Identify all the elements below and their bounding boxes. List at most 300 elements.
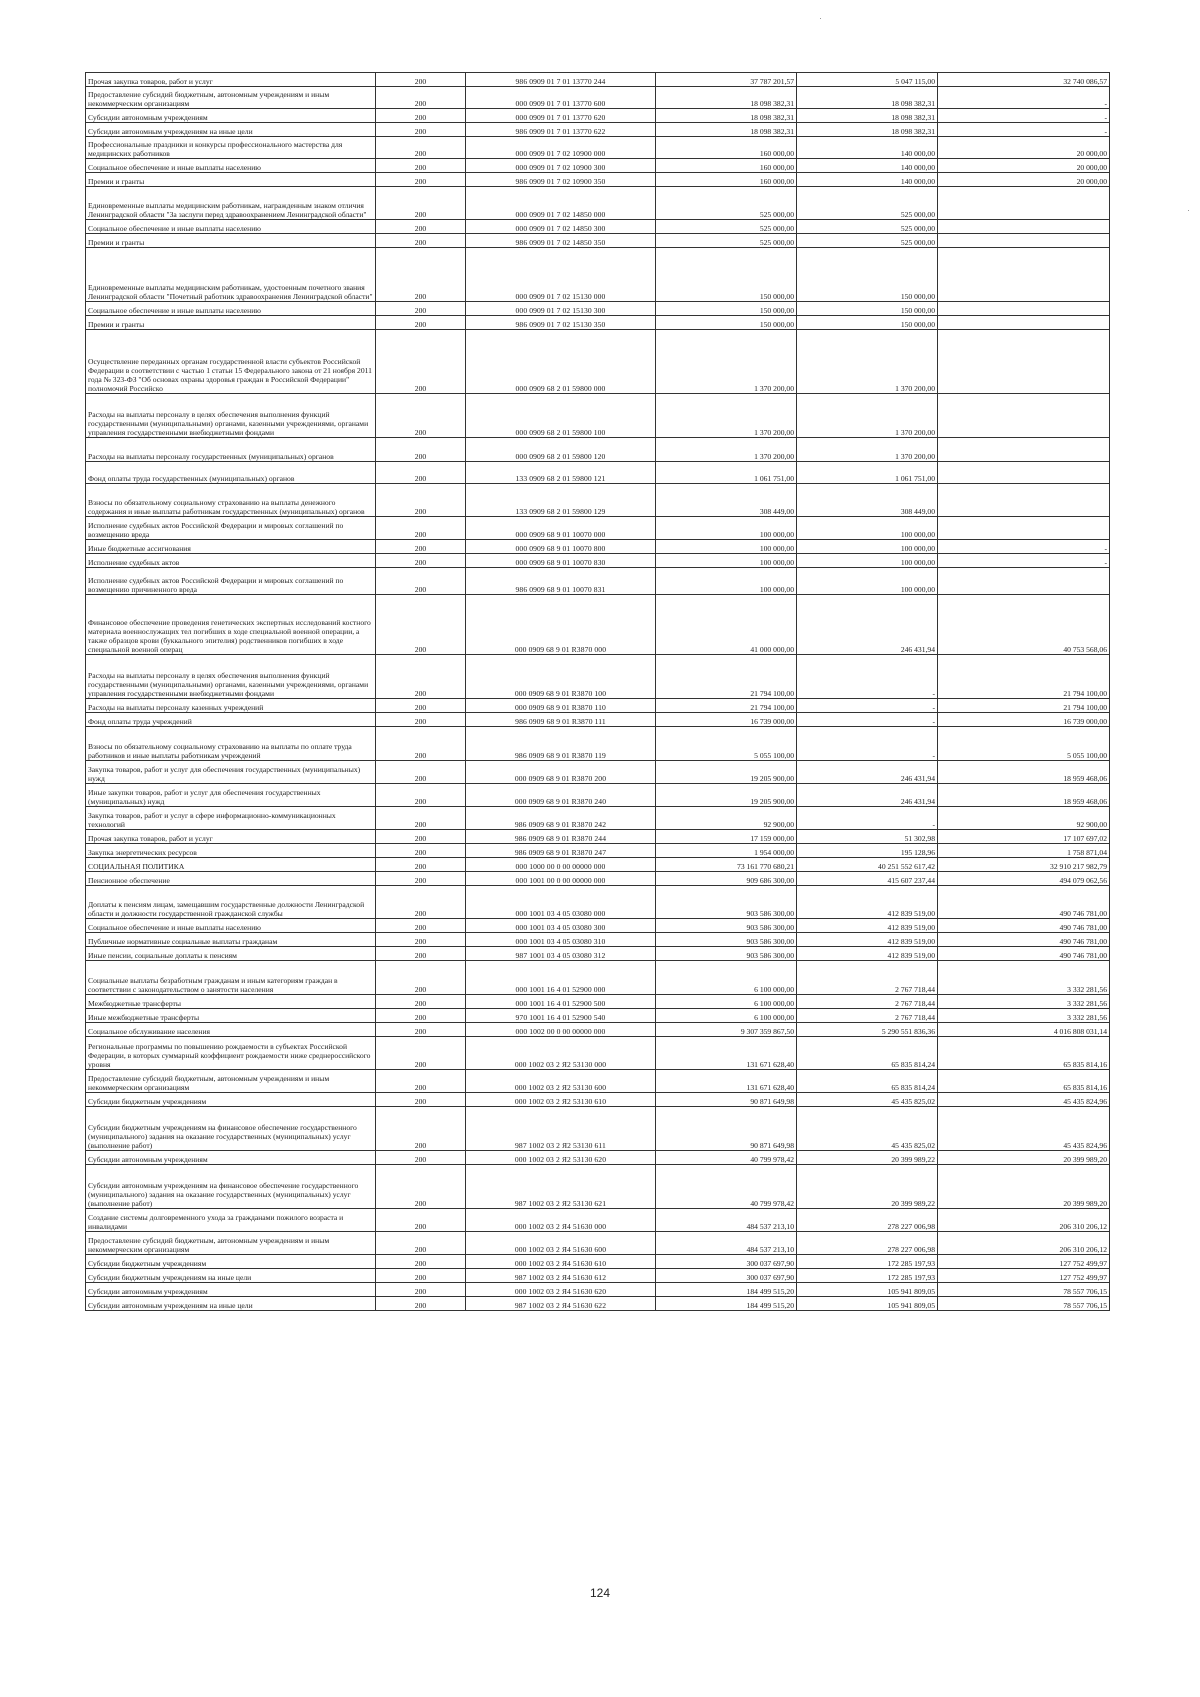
row-executed-amount-cell: 525 000,00 — [797, 234, 938, 248]
row-line-code-cell: 200 — [376, 1037, 466, 1070]
row-unexecuted-amount-cell: 78 557 706,15 — [938, 1283, 1110, 1297]
row-budget-classification-code-cell: 000 0909 68 9 01 R3870 240 — [466, 784, 656, 807]
row-approved-amount-cell: 903 586 300,00 — [656, 886, 797, 919]
row-name-cell: Субсидии бюджетным учреждениям — [86, 1255, 376, 1269]
row-budget-classification-code-cell: 986 0909 68 9 01 R3870 242 — [466, 807, 656, 830]
row-unexecuted-amount-cell: - — [938, 109, 1110, 123]
row-executed-amount-cell: 100 000,00 — [797, 568, 938, 595]
row-executed-amount-cell: 18 098 382,31 — [797, 109, 938, 123]
row-name-cell: Предоставление субсидий бюджетным, автономным учреждениям и иным некоммерческим организациям — [86, 1232, 376, 1255]
row-approved-amount-cell: 5 055 100,00 — [656, 727, 797, 761]
row-approved-amount-cell: 16 739 000,00 — [656, 713, 797, 727]
row-approved-amount-cell: 17 159 000,00 — [656, 830, 797, 844]
row-line-code-cell: 200 — [376, 699, 466, 713]
row-approved-amount-cell: 6 100 000,00 — [656, 961, 797, 995]
row-line-code-cell: 200 — [376, 73, 466, 87]
row-budget-classification-code-cell: 133 0909 68 2 01 59800 129 — [466, 484, 656, 517]
row-approved-amount-cell: 19 205 900,00 — [656, 761, 797, 784]
row-line-code-cell: 200 — [376, 234, 466, 248]
row-unexecuted-amount-cell: - — [938, 123, 1110, 137]
row-name-cell: Публичные нормативные социальные выплаты гражданам — [86, 933, 376, 947]
row-executed-amount-cell: 172 285 197,93 — [797, 1269, 938, 1283]
row-executed-amount-cell: 5 047 115,00 — [797, 73, 938, 87]
table-row — [86, 947, 1110, 961]
row-line-code-cell: 200 — [376, 137, 466, 159]
row-approved-amount-cell: 160 000,00 — [656, 137, 797, 159]
row-name-cell: Расходы на выплаты персоналу в целях обеспечения выполнения функций государственными (муниципальными) органами, казенными учреждениями, органами управления государственными внебюджетными фондами — [86, 655, 376, 699]
row-budget-classification-code-cell: 000 0909 68 2 01 59800 120 — [466, 438, 656, 462]
row-approved-amount-cell: 40 799 978,42 — [656, 1151, 797, 1165]
row-unexecuted-amount-cell: 494 079 062,56 — [938, 872, 1110, 886]
row-name-cell: Создание системы долговременного ухода за гражданами пожилого возраста и инвалидами — [86, 1209, 376, 1232]
table-row — [86, 554, 1110, 568]
row-unexecuted-amount-cell: 18 959 468,06 — [938, 761, 1110, 784]
row-executed-amount-cell: 65 835 814,24 — [797, 1037, 938, 1070]
row-budget-classification-code-cell: 000 1002 03 2 Я2 53130 000 — [466, 1037, 656, 1070]
row-line-code-cell: 200 — [376, 554, 466, 568]
row-approved-amount-cell: 18 098 382,31 — [656, 123, 797, 137]
table-row — [86, 109, 1110, 123]
row-budget-classification-code-cell: 986 0909 68 9 01 10070 831 — [466, 568, 656, 595]
table-row — [86, 1107, 1110, 1151]
row-executed-amount-cell: 1 370 200,00 — [797, 330, 938, 394]
row-name-cell: Финансовое обеспечение проведения генетических экспертных исследований костного материала военнослужащих тел погибших в ходе специальной военной операции, а также образцов крови (буккального эпителия) родственников погибших в ходе специальной военной операц — [86, 595, 376, 655]
table-row — [86, 187, 1110, 220]
row-executed-amount-cell: 100 000,00 — [797, 517, 938, 540]
row-line-code-cell: 200 — [376, 109, 466, 123]
table-row — [86, 159, 1110, 173]
row-budget-classification-code-cell: 000 1002 03 2 Я2 53130 620 — [466, 1151, 656, 1165]
row-approved-amount-cell: 100 000,00 — [656, 540, 797, 554]
row-executed-amount-cell: 18 098 382,31 — [797, 123, 938, 137]
table-row — [86, 394, 1110, 438]
row-unexecuted-amount-cell: 65 835 814,16 — [938, 1037, 1110, 1070]
row-name-cell: Расходы на выплаты персоналу государственных (муниципальных) органов — [86, 438, 376, 462]
table-row — [86, 1009, 1110, 1023]
row-unexecuted-amount-cell: 3 332 281,56 — [938, 961, 1110, 995]
row-name-cell: Прочая закупка товаров, работ и услуг — [86, 830, 376, 844]
row-budget-classification-code-cell: 000 0909 68 9 01 10070 000 — [466, 517, 656, 540]
row-budget-classification-code-cell: 133 0909 68 2 01 59800 121 — [466, 462, 656, 484]
table-row — [86, 844, 1110, 858]
row-executed-amount-cell: - — [797, 713, 938, 727]
row-line-code-cell: 200 — [376, 1151, 466, 1165]
table-row — [86, 919, 1110, 933]
row-budget-classification-code-cell: 986 0909 01 7 02 10900 350 — [466, 173, 656, 187]
row-line-code-cell: 200 — [376, 87, 466, 109]
table-row — [86, 462, 1110, 484]
page-number: 124 — [589, 1586, 611, 1600]
row-approved-amount-cell: 484 537 213,10 — [656, 1232, 797, 1255]
row-executed-amount-cell: 140 000,00 — [797, 173, 938, 187]
row-approved-amount-cell: 41 000 000,00 — [656, 595, 797, 655]
table-row — [86, 87, 1110, 109]
row-unexecuted-amount-cell: 490 746 781,00 — [938, 947, 1110, 961]
row-approved-amount-cell: 21 794 100,00 — [656, 655, 797, 699]
row-approved-amount-cell: 150 000,00 — [656, 248, 797, 302]
row-budget-classification-code-cell: 986 0909 68 9 01 R3870 119 — [466, 727, 656, 761]
row-approved-amount-cell: 160 000,00 — [656, 159, 797, 173]
row-approved-amount-cell: 184 499 515,20 — [656, 1283, 797, 1297]
row-executed-amount-cell: 278 227 006,98 — [797, 1232, 938, 1255]
row-line-code-cell: 200 — [376, 727, 466, 761]
row-executed-amount-cell: 100 000,00 — [797, 554, 938, 568]
row-approved-amount-cell: 100 000,00 — [656, 554, 797, 568]
row-approved-amount-cell: 184 499 515,20 — [656, 1297, 797, 1311]
row-approved-amount-cell: 6 100 000,00 — [656, 1009, 797, 1023]
row-executed-amount-cell: 172 285 197,93 — [797, 1255, 938, 1269]
row-approved-amount-cell: 903 586 300,00 — [656, 933, 797, 947]
row-approved-amount-cell: 100 000,00 — [656, 517, 797, 540]
row-approved-amount-cell: 909 686 300,00 — [656, 872, 797, 886]
row-approved-amount-cell: 1 370 200,00 — [656, 330, 797, 394]
row-budget-classification-code-cell: 987 1002 03 2 Я4 51630 622 — [466, 1297, 656, 1311]
row-budget-classification-code-cell: 986 0909 68 9 01 R3870 111 — [466, 713, 656, 727]
table-row — [86, 886, 1110, 919]
table-row — [86, 517, 1110, 540]
row-approved-amount-cell: 1 061 751,00 — [656, 462, 797, 484]
row-name-cell: Доплаты к пенсиям лицам, замещавшим государственные должности Ленинградской области и должности государственной гражданской службы — [86, 886, 376, 919]
row-executed-amount-cell: 246 431,94 — [797, 595, 938, 655]
row-approved-amount-cell: 300 037 697,90 — [656, 1255, 797, 1269]
table-row — [86, 595, 1110, 655]
row-approved-amount-cell: 150 000,00 — [656, 302, 797, 316]
row-approved-amount-cell: 525 000,00 — [656, 234, 797, 248]
row-budget-classification-code-cell: 986 0909 68 9 01 R3870 247 — [466, 844, 656, 858]
table-row — [86, 137, 1110, 159]
table-row — [86, 727, 1110, 761]
table-row — [86, 1255, 1110, 1269]
row-unexecuted-amount-cell — [938, 187, 1110, 220]
row-unexecuted-amount-cell: 78 557 706,15 — [938, 1297, 1110, 1311]
row-budget-classification-code-cell: 000 0909 01 7 02 14850 300 — [466, 220, 656, 234]
row-budget-classification-code-cell: 000 0909 68 9 01 10070 830 — [466, 554, 656, 568]
row-name-cell: Осуществление переданных органам государственной власти субъектов Российской Федерации в соответствии с частью 1 статьи 15 Федерального закона от 21 ноября 2011 года № 323-ФЗ "Об основах охраны здоровья граждан в Российской Федерации" полномочий Российско — [86, 330, 376, 394]
row-approved-amount-cell: 525 000,00 — [656, 187, 797, 220]
row-approved-amount-cell: 19 205 900,00 — [656, 784, 797, 807]
row-executed-amount-cell: 20 399 989,22 — [797, 1151, 938, 1165]
row-approved-amount-cell: 73 161 770 680,21 — [656, 858, 797, 872]
row-budget-classification-code-cell: 000 0909 01 7 01 13770 620 — [466, 109, 656, 123]
row-line-code-cell: 200 — [376, 1209, 466, 1232]
table-row — [86, 961, 1110, 995]
row-executed-amount-cell: 51 302,98 — [797, 830, 938, 844]
table-row — [86, 1283, 1110, 1297]
row-budget-classification-code-cell: 000 1002 03 2 Я4 51630 000 — [466, 1209, 656, 1232]
row-line-code-cell: 200 — [376, 919, 466, 933]
table-row — [86, 248, 1110, 302]
row-unexecuted-amount-cell — [938, 330, 1110, 394]
row-name-cell: Иные пенсии, социальные доплаты к пенсиям — [86, 947, 376, 961]
row-line-code-cell: 200 — [376, 1297, 466, 1311]
table-row — [86, 302, 1110, 316]
table-row — [86, 123, 1110, 137]
row-unexecuted-amount-cell — [938, 248, 1110, 302]
row-unexecuted-amount-cell: 45 435 824,96 — [938, 1107, 1110, 1151]
row-approved-amount-cell: 9 307 359 867,50 — [656, 1023, 797, 1037]
row-budget-classification-code-cell: 000 1001 03 4 05 03080 000 — [466, 886, 656, 919]
table-row — [86, 438, 1110, 462]
row-name-cell: Социальное обслуживание населения — [86, 1023, 376, 1037]
row-unexecuted-amount-cell: - — [938, 87, 1110, 109]
row-budget-classification-code-cell: 000 1002 03 2 Я4 51630 610 — [466, 1255, 656, 1269]
row-line-code-cell: 200 — [376, 1165, 466, 1209]
row-budget-classification-code-cell: 000 0909 68 9 01 10070 800 — [466, 540, 656, 554]
row-executed-amount-cell: 1 061 751,00 — [797, 462, 938, 484]
row-approved-amount-cell: 40 799 978,42 — [656, 1165, 797, 1209]
row-line-code-cell: 200 — [376, 330, 466, 394]
row-budget-classification-code-cell: 970 1001 16 4 01 52900 540 — [466, 1009, 656, 1023]
row-name-cell: Социальное обеспечение и иные выплаты населению — [86, 919, 376, 933]
row-name-cell: Субсидии автономным учреждениям — [86, 1283, 376, 1297]
row-line-code-cell: 200 — [376, 947, 466, 961]
row-name-cell: Единовременные выплаты медицинским работникам, удостоенным почетного звания Ленинградской области "Почетный работник здравоохранения Ленинградской области" — [86, 248, 376, 302]
row-name-cell: Социальное обеспечение и иные выплаты населению — [86, 302, 376, 316]
row-name-cell: Иные закупки товаров, работ и услуг для обеспечения государственных (муниципальных) нужд — [86, 784, 376, 807]
row-budget-classification-code-cell: 000 0909 68 9 01 R3870 110 — [466, 699, 656, 713]
row-approved-amount-cell: 18 098 382,31 — [656, 87, 797, 109]
row-budget-classification-code-cell: 000 0909 01 7 02 15130 300 — [466, 302, 656, 316]
row-executed-amount-cell: 525 000,00 — [797, 187, 938, 220]
row-line-code-cell: 200 — [376, 1283, 466, 1297]
table-row — [86, 173, 1110, 187]
row-name-cell: Закупка товаров, работ и услуг в сфере информационно-коммуникационных технологий — [86, 807, 376, 830]
row-unexecuted-amount-cell: 92 900,00 — [938, 807, 1110, 830]
row-line-code-cell: 200 — [376, 872, 466, 886]
row-budget-classification-code-cell: 000 0909 68 2 01 59800 000 — [466, 330, 656, 394]
row-approved-amount-cell: 18 098 382,31 — [656, 109, 797, 123]
row-budget-classification-code-cell: 000 1002 03 2 Я2 53130 610 — [466, 1093, 656, 1107]
row-unexecuted-amount-cell — [938, 438, 1110, 462]
row-executed-amount-cell: 246 431,94 — [797, 761, 938, 784]
row-executed-amount-cell: 45 435 825,02 — [797, 1093, 938, 1107]
row-approved-amount-cell: 903 586 300,00 — [656, 919, 797, 933]
row-executed-amount-cell: 65 835 814,24 — [797, 1070, 938, 1093]
row-name-cell: Фонд оплаты труда государственных (муниципальных) органов — [86, 462, 376, 484]
row-unexecuted-amount-cell: 20 000,00 — [938, 137, 1110, 159]
row-line-code-cell: 200 — [376, 784, 466, 807]
row-executed-amount-cell: 412 839 519,00 — [797, 933, 938, 947]
row-executed-amount-cell: - — [797, 807, 938, 830]
row-budget-classification-code-cell: 986 0909 01 7 02 15130 350 — [466, 316, 656, 330]
row-line-code-cell: 200 — [376, 438, 466, 462]
table-row — [86, 933, 1110, 947]
row-line-code-cell: 200 — [376, 1070, 466, 1093]
row-unexecuted-amount-cell — [938, 302, 1110, 316]
row-unexecuted-amount-cell: 32 740 086,57 — [938, 73, 1110, 87]
row-approved-amount-cell: 1 370 200,00 — [656, 438, 797, 462]
row-line-code-cell: 200 — [376, 540, 466, 554]
row-name-cell: Субсидии бюджетным учреждениям на финансовое обеспечение государственного (муниципального) задания на оказание государственных (муниципальных) услуг (выполнение работ) — [86, 1107, 376, 1151]
row-unexecuted-amount-cell: 20 399 989,20 — [938, 1151, 1110, 1165]
row-unexecuted-amount-cell: 45 435 824,96 — [938, 1093, 1110, 1107]
row-budget-classification-code-cell: 000 0909 68 2 01 59800 100 — [466, 394, 656, 438]
row-executed-amount-cell: 45 435 825,02 — [797, 1107, 938, 1151]
table-row — [86, 1151, 1110, 1165]
row-budget-classification-code-cell: 000 0909 68 9 01 R3870 000 — [466, 595, 656, 655]
row-approved-amount-cell: 903 586 300,00 — [656, 947, 797, 961]
row-name-cell: Региональные программы по повышению рождаемости в субъектах Российской Федерации, в которых суммарный коэффициент рождаемости ниже среднероссийского уровня — [86, 1037, 376, 1070]
row-approved-amount-cell: 1 954 000,00 — [656, 844, 797, 858]
row-line-code-cell: 200 — [376, 1269, 466, 1283]
row-executed-amount-cell: 415 607 237,44 — [797, 872, 938, 886]
table-row — [86, 830, 1110, 844]
row-line-code-cell: 200 — [376, 858, 466, 872]
row-budget-classification-code-cell: 000 1001 03 4 05 03080 300 — [466, 919, 656, 933]
row-line-code-cell: 200 — [376, 568, 466, 595]
row-executed-amount-cell: 140 000,00 — [797, 137, 938, 159]
row-name-cell: Премии и гранты — [86, 173, 376, 187]
row-name-cell: Субсидии автономным учреждениям — [86, 109, 376, 123]
row-approved-amount-cell: 100 000,00 — [656, 568, 797, 595]
row-line-code-cell: 200 — [376, 173, 466, 187]
row-line-code-cell: 200 — [376, 995, 466, 1009]
row-unexecuted-amount-cell: 17 107 697,02 — [938, 830, 1110, 844]
row-unexecuted-amount-cell — [938, 220, 1110, 234]
row-budget-classification-code-cell: 000 1002 03 2 Я4 51630 600 — [466, 1232, 656, 1255]
row-unexecuted-amount-cell: 490 746 781,00 — [938, 919, 1110, 933]
row-budget-classification-code-cell: 987 1001 03 4 05 03080 312 — [466, 947, 656, 961]
row-name-cell: Расходы на выплаты персоналу казенных учреждений — [86, 699, 376, 713]
row-unexecuted-amount-cell: 16 739 000,00 — [938, 713, 1110, 727]
table-row — [86, 699, 1110, 713]
row-name-cell: Субсидии автономным учреждениям на финансовое обеспечение государственного (муниципального) задания на оказание государственных (муниципальных) услуг (выполнение работ) — [86, 1165, 376, 1209]
row-executed-amount-cell: 18 098 382,31 — [797, 87, 938, 109]
row-unexecuted-amount-cell: 1 758 871,04 — [938, 844, 1110, 858]
row-approved-amount-cell: 6 100 000,00 — [656, 995, 797, 1009]
row-name-cell: Исполнение судебных актов — [86, 554, 376, 568]
row-line-code-cell: 200 — [376, 1023, 466, 1037]
row-unexecuted-amount-cell: 127 752 499,97 — [938, 1255, 1110, 1269]
row-executed-amount-cell: 412 839 519,00 — [797, 886, 938, 919]
row-approved-amount-cell: 1 370 200,00 — [656, 394, 797, 438]
row-unexecuted-amount-cell: 18 959 468,06 — [938, 784, 1110, 807]
row-executed-amount-cell: 40 251 552 617,42 — [797, 858, 938, 872]
row-budget-classification-code-cell: 000 0909 68 9 01 R3870 200 — [466, 761, 656, 784]
row-executed-amount-cell: 140 000,00 — [797, 159, 938, 173]
table-row — [86, 540, 1110, 554]
row-unexecuted-amount-cell: - — [938, 540, 1110, 554]
row-line-code-cell: 200 — [376, 462, 466, 484]
row-budget-classification-code-cell: 000 1001 03 4 05 03080 310 — [466, 933, 656, 947]
row-unexecuted-amount-cell: - — [938, 554, 1110, 568]
row-name-cell: Предоставление субсидий бюджетным, автономным учреждениям и иным некоммерческим организациям — [86, 1070, 376, 1093]
table-row — [86, 330, 1110, 394]
row-unexecuted-amount-cell: 490 746 781,00 — [938, 886, 1110, 919]
row-name-cell: Закупка энергетических ресурсов — [86, 844, 376, 858]
row-line-code-cell: 200 — [376, 517, 466, 540]
row-executed-amount-cell: 412 839 519,00 — [797, 919, 938, 933]
row-unexecuted-amount-cell — [938, 484, 1110, 517]
row-name-cell: Премии и гранты — [86, 234, 376, 248]
row-executed-amount-cell: 105 941 809,05 — [797, 1297, 938, 1311]
row-line-code-cell: 200 — [376, 484, 466, 517]
scan-speck — [820, 18, 821, 19]
row-unexecuted-amount-cell: 20 000,00 — [938, 159, 1110, 173]
table-row — [86, 1232, 1110, 1255]
row-executed-amount-cell: 100 000,00 — [797, 540, 938, 554]
row-line-code-cell: 200 — [376, 961, 466, 995]
row-budget-classification-code-cell: 000 1002 03 2 Я4 51630 620 — [466, 1283, 656, 1297]
row-line-code-cell: 200 — [376, 761, 466, 784]
row-unexecuted-amount-cell — [938, 234, 1110, 248]
row-line-code-cell: 200 — [376, 655, 466, 699]
row-budget-classification-code-cell: 000 1001 00 0 00 00000 000 — [466, 872, 656, 886]
row-approved-amount-cell: 37 787 201,57 — [656, 73, 797, 87]
table-row — [86, 807, 1110, 830]
row-budget-classification-code-cell: 000 1001 16 4 01 52900 500 — [466, 995, 656, 1009]
table-row — [86, 1070, 1110, 1093]
row-budget-classification-code-cell: 000 0909 01 7 01 13770 600 — [466, 87, 656, 109]
table-row — [86, 234, 1110, 248]
row-line-code-cell: 200 — [376, 248, 466, 302]
row-unexecuted-amount-cell — [938, 394, 1110, 438]
row-unexecuted-amount-cell: 3 332 281,56 — [938, 1009, 1110, 1023]
row-executed-amount-cell: 20 399 989,22 — [797, 1165, 938, 1209]
table-row — [86, 73, 1110, 87]
row-unexecuted-amount-cell — [938, 462, 1110, 484]
row-executed-amount-cell: 2 767 718,44 — [797, 1009, 938, 1023]
row-name-cell: Премии и гранты — [86, 316, 376, 330]
row-executed-amount-cell: 412 839 519,00 — [797, 947, 938, 961]
row-line-code-cell: 200 — [376, 187, 466, 220]
row-unexecuted-amount-cell: 206 310 206,12 — [938, 1232, 1110, 1255]
row-budget-classification-code-cell: 000 1002 03 2 Я2 53130 600 — [466, 1070, 656, 1093]
budget-sheet — [85, 72, 1109, 1311]
table-row — [86, 220, 1110, 234]
row-unexecuted-amount-cell: 40 753 568,06 — [938, 595, 1110, 655]
row-name-cell: Субсидии автономным учреждениям — [86, 1151, 376, 1165]
row-name-cell: Фонд оплаты труда учреждений — [86, 713, 376, 727]
row-approved-amount-cell: 92 900,00 — [656, 807, 797, 830]
row-line-code-cell: 200 — [376, 830, 466, 844]
table-row — [86, 1023, 1110, 1037]
row-name-cell: Иные межбюджетные трансферты — [86, 1009, 376, 1023]
row-unexecuted-amount-cell — [938, 517, 1110, 540]
row-budget-classification-code-cell: 000 1001 16 4 01 52900 000 — [466, 961, 656, 995]
row-executed-amount-cell: 1 370 200,00 — [797, 438, 938, 462]
table-row — [86, 484, 1110, 517]
row-approved-amount-cell: 160 000,00 — [656, 173, 797, 187]
row-executed-amount-cell: - — [797, 727, 938, 761]
row-budget-classification-code-cell: 000 0909 01 7 02 10900 000 — [466, 137, 656, 159]
row-budget-classification-code-cell: 987 1002 03 2 Я2 53130 611 — [466, 1107, 656, 1151]
row-budget-classification-code-cell: 000 0909 01 7 02 15130 000 — [466, 248, 656, 302]
row-approved-amount-cell: 131 671 628,40 — [656, 1070, 797, 1093]
scan-speck — [1188, 210, 1189, 211]
row-name-cell: Расходы на выплаты персоналу в целях обеспечения выполнения функций государственными (муниципальными) органами, казенными учреждениями, органами управления государственными внебюджетными фондами — [86, 394, 376, 438]
row-executed-amount-cell: 2 767 718,44 — [797, 961, 938, 995]
table-row — [86, 1297, 1110, 1311]
row-line-code-cell: 200 — [376, 302, 466, 316]
row-line-code-cell: 200 — [376, 807, 466, 830]
table-row — [86, 1037, 1110, 1070]
row-line-code-cell: 200 — [376, 1232, 466, 1255]
row-unexecuted-amount-cell: 21 794 100,00 — [938, 699, 1110, 713]
row-budget-classification-code-cell: 000 0909 68 9 01 R3870 100 — [466, 655, 656, 699]
row-executed-amount-cell: 2 767 718,44 — [797, 995, 938, 1009]
row-approved-amount-cell: 484 537 213,10 — [656, 1209, 797, 1232]
row-name-cell: Предоставление субсидий бюджетным, автономным учреждениям и иным некоммерческим организациям — [86, 87, 376, 109]
row-name-cell: Единовременные выплаты медицинским работникам, награжденным знаком отличия Ленинградской области "За заслуги перед здравоохранением Ленинградской области" — [86, 187, 376, 220]
row-budget-classification-code-cell: 000 0909 01 7 02 14850 000 — [466, 187, 656, 220]
row-name-cell: Социальные выплаты безработным гражданам и иным категориям граждан в соответствии с законодательством о занятости населения — [86, 961, 376, 995]
row-approved-amount-cell: 300 037 697,90 — [656, 1269, 797, 1283]
row-budget-classification-code-cell: 987 1002 03 2 Я2 53130 621 — [466, 1165, 656, 1209]
row-approved-amount-cell: 131 671 628,40 — [656, 1037, 797, 1070]
row-approved-amount-cell: 525 000,00 — [656, 220, 797, 234]
row-unexecuted-amount-cell: 206 310 206,12 — [938, 1209, 1110, 1232]
